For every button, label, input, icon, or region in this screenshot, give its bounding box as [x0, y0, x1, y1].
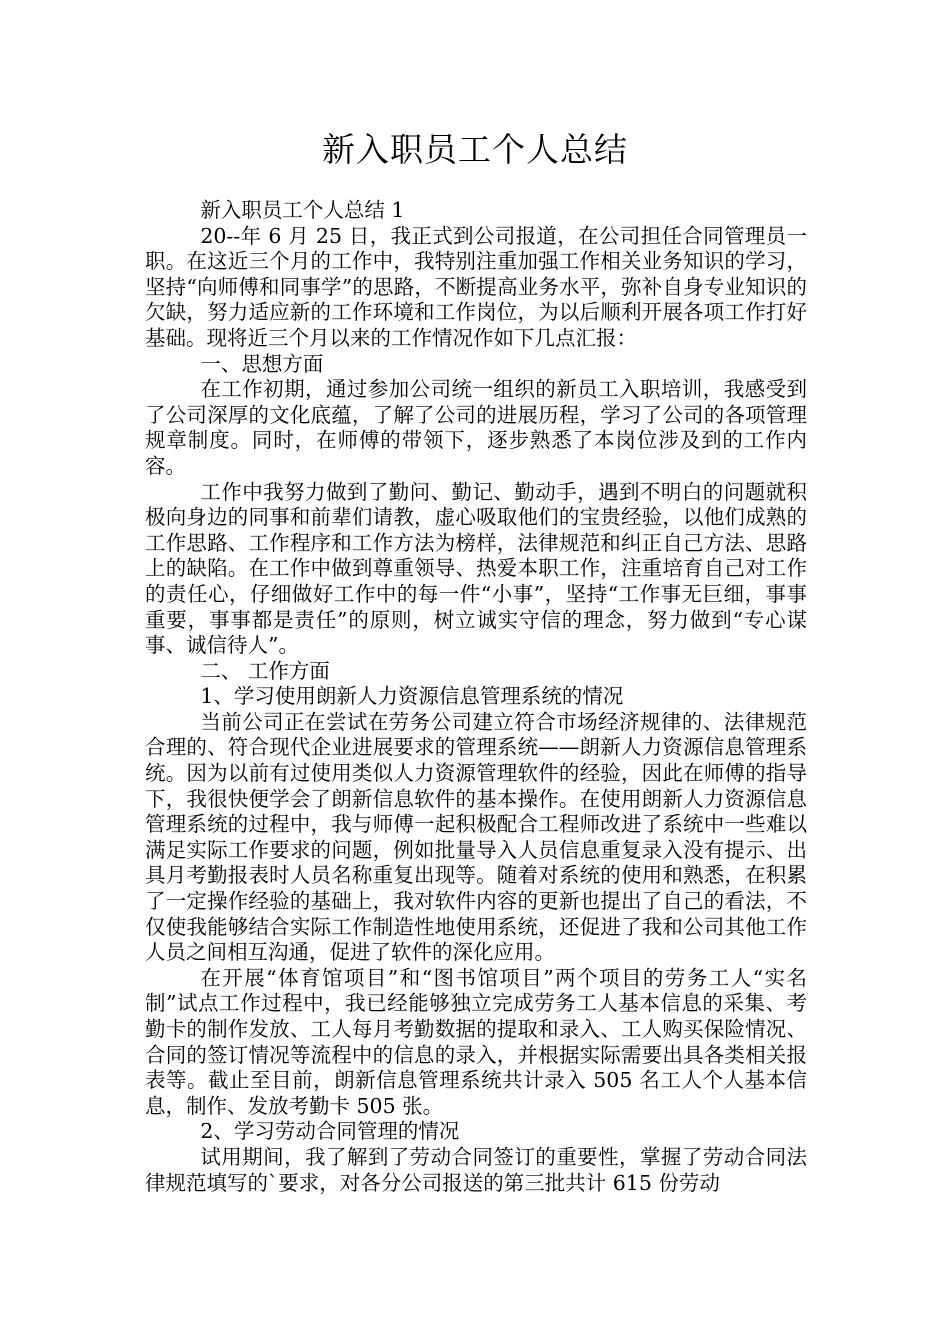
contract-paragraph: 试用期间，我了解到了劳动合同签订的重要性，掌握了劳动合同法律规范填写的`要求，对各分公司报送的第三批共计 615 份劳动 — [145, 1144, 807, 1195]
document-title: 新入职员工个人总结 — [322, 130, 628, 169]
subtitle-paragraph: 新入职员工个人总结 1 — [200, 198, 405, 222]
thought-paragraph-1: 在工作初期，通过参加公司统一组织的新员工入职培训，我感受到了公司深厚的文化底蕴，了解了公司的进展历程，学习了公司的各项管理规章制度。同时，在师傅的带领下，逐步熟悉了本岗位涉及到的工作内容。 — [145, 377, 807, 478]
section-heading-work: 二、 工作方面 — [200, 658, 330, 683]
section-heading-thought: 一、思想方面 — [200, 351, 324, 376]
subsection-heading-system: 1、学习使用朗新人力资源信息管理系统的情况 — [200, 684, 624, 709]
system-paragraph-1: 当前公司正在尝试在劳务公司建立符合市场经济规律的、法律规范合理的、符合现代企业进展要求的管理系统——朗新人力资源信息管理系统。因为以前有过使用类似人力资源管理软件的经验，因此在师傅的指导下，我很快便学会了朗新信息软件的基本操作。在使用朗新人力资源信息管理系统的过程中，我与师傅一起积极配合工程师改进了系统中一些难以满足实际工作要求的问题，例如批量导入人员信息重复录入没有提示、出具月考勤报表时人员名称重复出现等。随着对系统的使用和熟悉，在积累了一定操作经验的基础上，我对软件内容的更新也提出了自己的看法，不仅使我能够结合实际工作制造性地使用系统，还促进了我和公司其他工作人员之间相互沟通，促进了软件的深化应用。 — [145, 709, 807, 965]
thought-paragraph-2: 工作中我努力做到了勤问、勤记、勤动手，遇到不明白的问题就积极向身边的同事和前辈们请教，虚心吸取他们的宝贵经验，以他们成熟的工作思路、工作程序和工作方法为榜样，法律规范和纠正自己方法、思路上的缺陷。在工作中做到尊重领导、热爱本职工作，注重培育自己对工作的责任心，仔细做好工作中的每一件“小事”，坚持“工作事无巨细，事事重要，事事都是责任”的原则，树立诚实守信的理念，努力做到“专心谋事、诚信待人”。 — [145, 479, 807, 658]
intro-paragraph: 20--年 6 月 25 日，我正式到公司报道，在公司担任合同管理员一职。在这近三个月的工作中，我特别注重加强工作相关业务知识的学习，坚持“向师傅和同事学”的思路，不断提高业务水平，弥补自身专业知识的欠缺，努力适应新的工作环境和工作岗位，为以后顺利开展各项工作打好基础。现将近三个月以来的工作情况作如下几点汇报： — [145, 223, 807, 350]
subsection-heading-contract: 2、学习劳动合同管理的情况 — [200, 1119, 460, 1144]
system-paragraph-2: 在开展“体育馆项目”和“图书馆项目”两个项目的劳务工人“实名制”试点工作过程中，我已经能够独立完成劳务工人基本信息的采集、考勤卡的制作发放、工人每月考勤数据的提取和录入、工人购买保险情况、合同的签订情况等流程中的信息的录入，并根据实际需要出具各类相关报表等。截止至目前，朗新信息管理系统共计录入 505 名工人个人基本信息，制作、发放考勤卡 505 张。 — [145, 965, 807, 1118]
document-body — [145, 198, 807, 1196]
